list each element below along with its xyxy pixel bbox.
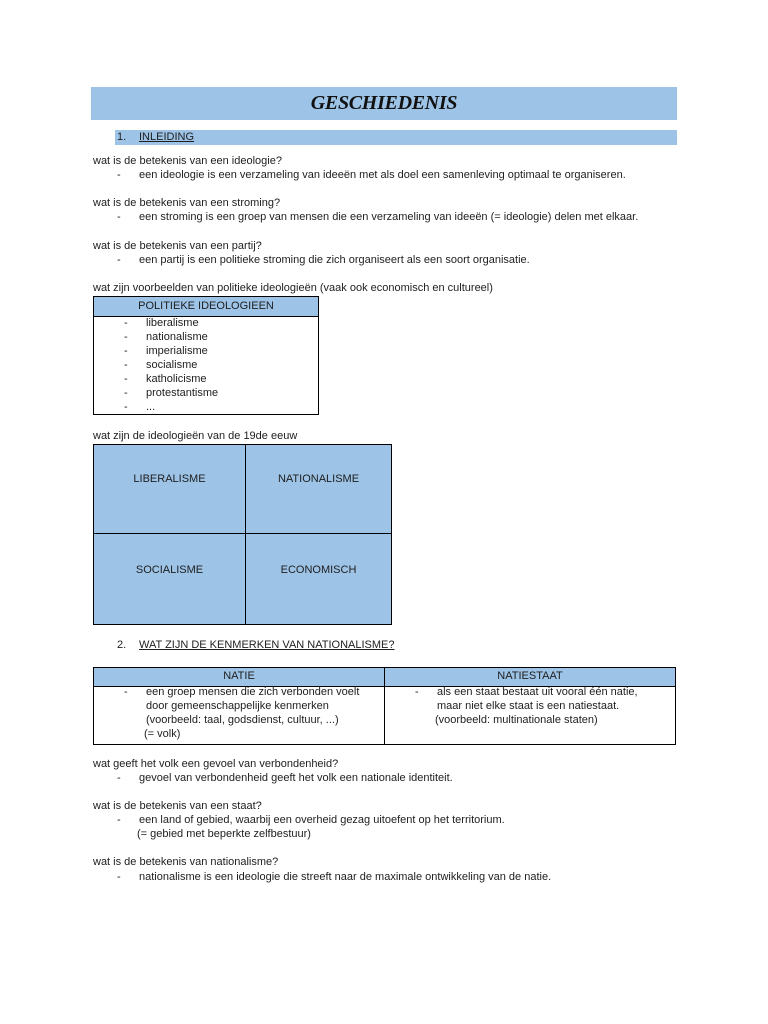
list-item: nationalisme [146,331,208,343]
section-2-number: 2. [117,639,127,651]
ideology-cell-nationalisme [245,444,392,534]
section-1-number: 1. [117,131,127,143]
answer-text: een land of gebied, waarbij een overheid gezag uitoefent op het territorium. [139,814,505,826]
ideologies-table-header-label: POLITIEKE IDEOLOGIEEN [138,300,274,312]
list-item: protestantisme [146,387,219,399]
page-title-banner [91,87,677,120]
ideology-cell-label: NATIONALISME [277,473,360,485]
answer-bullet: - [117,169,121,181]
ideology-cell-economisch [245,533,392,625]
ideology-cell-liberalisme [93,444,246,534]
answer-note: (= gebied met beperkte zelfbestuur) [137,828,311,840]
list-bullet: - [124,331,128,343]
ideology-cell-socialisme [93,533,246,625]
list-bullet: - [124,317,128,329]
question-text: wat is de betekenis van een staat? [93,800,262,812]
question-text: wat zijn voorbeelden van politieke ideologieën (vaak ook economisch en cultureel) [93,282,493,294]
natie-text: een groep mensen die zich verbonden voelt [146,686,360,698]
natiestaat-text: maar niet elke staat is een natiestaat. [437,700,620,712]
question-text: wat geeft het volk een gevoel van verbondenheid? [93,758,339,770]
list-item: socialisme [146,359,198,371]
answer-text: gevoel van verbondenheid geeft het volk een nationale identiteit. [139,772,453,784]
answer-bullet: - [117,211,121,223]
ideology-cell-label: ECONOMISCH [280,564,357,576]
answer-bullet: - [117,814,121,826]
column-header-natie: NATIE [223,670,255,682]
list-item: liberalisme [146,317,199,329]
answer-text: een partij is een politieke stroming die zich organiseert als een soort organisatie. [139,254,530,266]
natie-text: (voorbeeld: taal, godsdienst, cultuur, ...) [146,714,339,726]
list-item: imperialisme [146,345,208,357]
list-bullet: - [124,359,128,371]
ideologies-table-header [94,297,318,317]
answer-text: een ideologie is een verzameling van ideeën met als doel een samenleving optimaal te organiseren. [139,169,626,181]
ideologies-table [93,296,319,415]
answer-bullet: - [117,254,121,266]
section-1-band [115,130,677,145]
list-bullet: - [415,686,419,698]
list-bullet: - [124,686,128,698]
ideology-cell-label: SOCIALISME [135,564,204,576]
natie-text: (= volk) [144,728,181,740]
answer-bullet: - [117,772,121,784]
answer-bullet: - [117,871,121,883]
list-item: ... [146,401,156,413]
question-text: wat is de betekenis van een ideologie? [93,155,282,167]
answer-text: een stroming is een groep van mensen die een verzameling van ideeën (= ideologie) delen met elkaar. [139,211,639,223]
natiestaat-text: (voorbeeld: multinationale staten) [435,714,598,726]
question-text: wat zijn de ideologieën van de 19de eeuw [93,430,298,442]
list-bullet: - [124,401,128,413]
natiestaat-text: als een staat bestaat uit vooral één natie, [437,686,638,698]
natie-text: door gemeenschappelijke kenmerken [146,700,329,712]
answer-text: nationalisme is een ideologie die streeft naar de maximale ontwikkeling van de natie. [139,871,552,883]
section-1-heading: INLEIDING [139,131,195,143]
question-text: wat is de betekenis van een stroming? [93,197,281,209]
ideology-cell-label: LIBERALISME [133,473,206,485]
page-title: GESCHIEDENIS [310,92,458,114]
column-header-natiestaat: NATIESTAAT [497,670,563,682]
list-bullet: - [124,387,128,399]
question-text: wat is de betekenis van een partij? [93,240,262,252]
list-bullet: - [124,345,128,357]
list-bullet: - [124,373,128,385]
list-item: katholicisme [146,373,207,385]
question-text: wat is de betekenis van nationalisme? [93,856,279,868]
section-2-heading: WAT ZIJN DE KENMERKEN VAN NATIONALISME? [139,639,395,651]
